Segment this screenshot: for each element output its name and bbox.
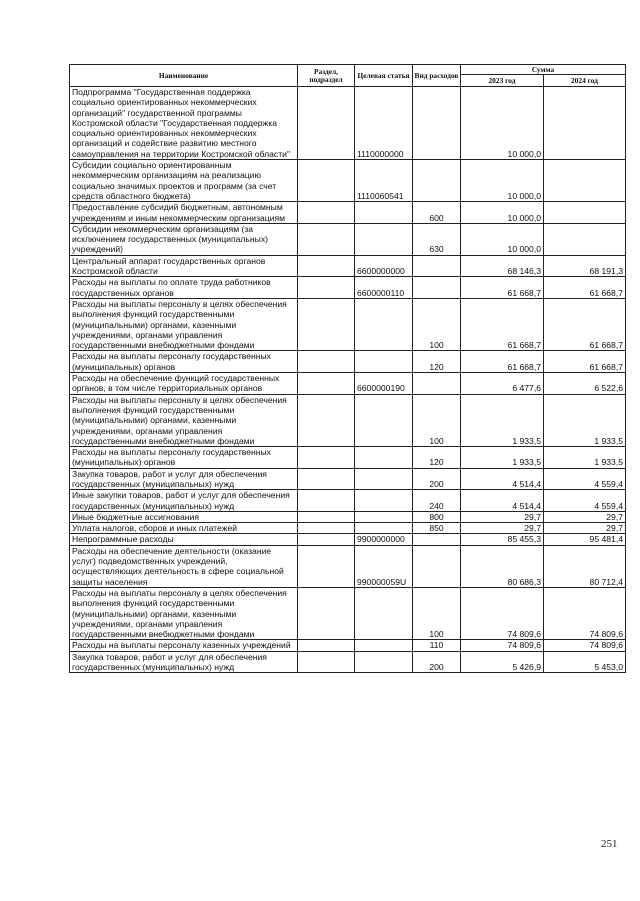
row-type: 600 — [413, 202, 461, 224]
table-row — [70, 394, 626, 446]
row-type — [413, 277, 461, 299]
row-type: 850 — [413, 523, 461, 534]
row-section — [298, 160, 355, 202]
table-row — [70, 277, 626, 299]
row-sum-2024: 61 668,7 — [544, 298, 626, 350]
table-row — [70, 160, 626, 202]
row-section — [298, 545, 355, 587]
row-sum-2023: 61 668,7 — [461, 298, 544, 350]
row-sum-2024 — [544, 160, 626, 202]
row-sum-2023: 80 686,3 — [461, 545, 544, 587]
row-target — [355, 202, 413, 224]
row-target — [355, 447, 413, 469]
row-name: Расходы на выплаты персоналу казенных учреждений — [70, 640, 298, 651]
row-type: 100 — [413, 394, 461, 446]
row-name: Предоставление субсидий бюджетным, автономным учреждениям и иным некоммерческим организациям — [70, 202, 298, 224]
budget-table — [69, 64, 626, 673]
row-target — [355, 511, 413, 522]
row-name: Закупка товаров, работ и услуг для обеспечения государственных (муниципальных) нужд — [70, 468, 298, 490]
row-sum-2023: 4 514,4 — [461, 468, 544, 490]
table-row — [70, 511, 626, 522]
row-sum-2024: 1 933,5 — [544, 394, 626, 446]
row-name: Иные закупки товаров, работ и услуг для обеспечения государственных (муниципальных) нужд — [70, 490, 298, 512]
row-target — [355, 351, 413, 373]
row-target: 1110060541 — [355, 160, 413, 202]
table-row — [70, 534, 626, 545]
row-sum-2023: 74 809,6 — [461, 587, 544, 639]
header-sum: Сумма — [461, 65, 626, 75]
row-section — [298, 298, 355, 350]
header-year-2023: 2023 год — [461, 75, 544, 87]
row-sum-2023: 5 426,9 — [461, 651, 544, 673]
row-name: Непрограммные расходы — [70, 534, 298, 545]
table-row — [70, 351, 626, 373]
row-sum-2023: 29,7 — [461, 523, 544, 534]
row-name: Расходы на выплаты персоналу в целях обеспечения выполнения функций государственными (муниципальными) органами, казенными учреждениями, органами управления государственными внебюджетными фондами — [70, 298, 298, 350]
header-section: Раздел, подраздел — [298, 65, 355, 87]
table-row — [70, 545, 626, 587]
row-sum-2024: 6 522,6 — [544, 373, 626, 395]
table-row — [70, 447, 626, 469]
row-target — [355, 223, 413, 255]
row-name: Расходы на выплаты по оплате труда работников государственных органов — [70, 277, 298, 299]
row-section — [298, 651, 355, 673]
header-type: Вид расходов — [413, 65, 461, 87]
row-name: Субсидии социально ориентированным некоммерческим организациям на реализацию социально значимых проектов и программ (за счет средств областного бюджета) — [70, 160, 298, 202]
row-sum-2024 — [544, 87, 626, 160]
row-name: Уплата налогов, сборов и иных платежей — [70, 523, 298, 534]
row-type: 240 — [413, 490, 461, 512]
row-sum-2024: 80 712,4 — [544, 545, 626, 587]
table-row — [70, 640, 626, 651]
row-sum-2023: 10 000,0 — [461, 87, 544, 160]
row-type: 100 — [413, 298, 461, 350]
row-target: 6600000190 — [355, 373, 413, 395]
row-type: 200 — [413, 468, 461, 490]
table-row — [70, 298, 626, 350]
row-sum-2023: 10 000,0 — [461, 160, 544, 202]
row-target — [355, 298, 413, 350]
row-section — [298, 277, 355, 299]
table-row — [70, 223, 626, 255]
row-sum-2024: 61 668,7 — [544, 277, 626, 299]
row-sum-2023: 85 455,3 — [461, 534, 544, 545]
row-type: 120 — [413, 447, 461, 469]
row-target — [355, 651, 413, 673]
row-type — [413, 534, 461, 545]
row-sum-2023: 74 809,6 — [461, 640, 544, 651]
row-target — [355, 394, 413, 446]
row-sum-2024: 29,7 — [544, 523, 626, 534]
row-sum-2024: 74 809,6 — [544, 640, 626, 651]
row-sum-2023: 10 000,0 — [461, 202, 544, 224]
row-name: Закупка товаров, работ и услуг для обеспечения государственных (муниципальных) нужд — [70, 651, 298, 673]
row-section — [298, 394, 355, 446]
row-type: 120 — [413, 351, 461, 373]
header-name: Наименование — [70, 65, 298, 87]
row-type — [413, 87, 461, 160]
row-section — [298, 223, 355, 255]
row-type: 800 — [413, 511, 461, 522]
header-target: Целевая статья — [355, 65, 413, 87]
row-name: Расходы на выплаты персоналу государственных (муниципальных) органов — [70, 351, 298, 373]
row-type — [413, 545, 461, 587]
row-target: 9900000000 — [355, 534, 413, 545]
row-section — [298, 202, 355, 224]
row-section — [298, 255, 355, 277]
row-section — [298, 87, 355, 160]
row-name: Подпрограмма "Государственная поддержка социально ориентированных некоммерческих организаций" государственной программы Костромской области "Государственная поддержка социально ориентированных некоммерческих организаций и содействие развитию местного самоуправления на территории Костромской области" — [70, 87, 298, 160]
row-name: Расходы на выплаты персоналу в целях обеспечения выполнения функций государственными (муниципальными) органами, казенными учреждениями, органами управления государственными внебюджетными фондами — [70, 587, 298, 639]
row-type — [413, 373, 461, 395]
row-sum-2023: 1 933,5 — [461, 394, 544, 446]
row-name: Центральный аппарат государственных органов Костромской области — [70, 255, 298, 277]
row-sum-2024: 68 191,3 — [544, 255, 626, 277]
table-row — [70, 468, 626, 490]
row-sum-2024 — [544, 202, 626, 224]
table-row — [70, 490, 626, 512]
row-name: Расходы на обеспечение деятельности (оказание услуг) подведомственных учреждений, осуществляющих деятельность в сфере социальной защиты населения — [70, 545, 298, 587]
row-target: 6600000110 — [355, 277, 413, 299]
row-target — [355, 587, 413, 639]
row-name: Расходы на выплаты персоналу в целях обеспечения выполнения функций государственными (муниципальными) органами, казенными учреждениями, органами управления государственными внебюджетными фондами — [70, 394, 298, 446]
row-type — [413, 160, 461, 202]
row-section — [298, 511, 355, 522]
row-sum-2024: 74 809,6 — [544, 587, 626, 639]
row-target: 6600000000 — [355, 255, 413, 277]
table-row — [70, 523, 626, 534]
row-section — [298, 490, 355, 512]
table-row — [70, 373, 626, 395]
row-section — [298, 587, 355, 639]
row-sum-2023: 61 668,7 — [461, 277, 544, 299]
row-sum-2024: 95 481,4 — [544, 534, 626, 545]
row-target: 990000059U — [355, 545, 413, 587]
row-sum-2023: 61 668,7 — [461, 351, 544, 373]
row-type: 630 — [413, 223, 461, 255]
row-sum-2023: 10 000,0 — [461, 223, 544, 255]
row-type: 200 — [413, 651, 461, 673]
row-sum-2024: 4 559,4 — [544, 490, 626, 512]
row-target: 1110000000 — [355, 87, 413, 160]
row-section — [298, 640, 355, 651]
row-target — [355, 490, 413, 512]
row-name: Расходы на обеспечение функций государственных органов, в том числе территориальных органов — [70, 373, 298, 395]
table-body — [70, 87, 626, 673]
row-sum-2024 — [544, 223, 626, 255]
table-row — [70, 202, 626, 224]
row-target — [355, 640, 413, 651]
row-target — [355, 468, 413, 490]
row-section — [298, 351, 355, 373]
table-row — [70, 587, 626, 639]
row-sum-2024: 4 559,4 — [544, 468, 626, 490]
row-type — [413, 255, 461, 277]
row-section — [298, 447, 355, 469]
row-sum-2023: 4 514,4 — [461, 490, 544, 512]
row-section — [298, 534, 355, 545]
row-sum-2023: 1 933,5 — [461, 447, 544, 469]
row-section — [298, 373, 355, 395]
row-sum-2023: 6 477,6 — [461, 373, 544, 395]
row-sum-2023: 29,7 — [461, 511, 544, 522]
row-target — [355, 523, 413, 534]
row-name: Иные бюджетные ассигнования — [70, 511, 298, 522]
row-sum-2023: 68 146,3 — [461, 255, 544, 277]
page-number: 251 — [601, 838, 618, 850]
row-type: 110 — [413, 640, 461, 651]
row-sum-2024: 29,7 — [544, 511, 626, 522]
row-section — [298, 468, 355, 490]
table-row — [70, 651, 626, 673]
row-section — [298, 523, 355, 534]
row-name: Субсидии некоммерческим организациям (за исключением государственных (муниципальных) учреждений) — [70, 223, 298, 255]
table-row — [70, 87, 626, 160]
row-type: 100 — [413, 587, 461, 639]
header-year-2024: 2024 год — [544, 75, 626, 87]
row-sum-2024: 5 453,0 — [544, 651, 626, 673]
row-sum-2024: 61 668,7 — [544, 351, 626, 373]
table-row — [70, 255, 626, 277]
row-name: Расходы на выплаты персоналу государственных (муниципальных) органов — [70, 447, 298, 469]
table-header — [70, 65, 626, 87]
row-sum-2024: 1 933,5 — [544, 447, 626, 469]
